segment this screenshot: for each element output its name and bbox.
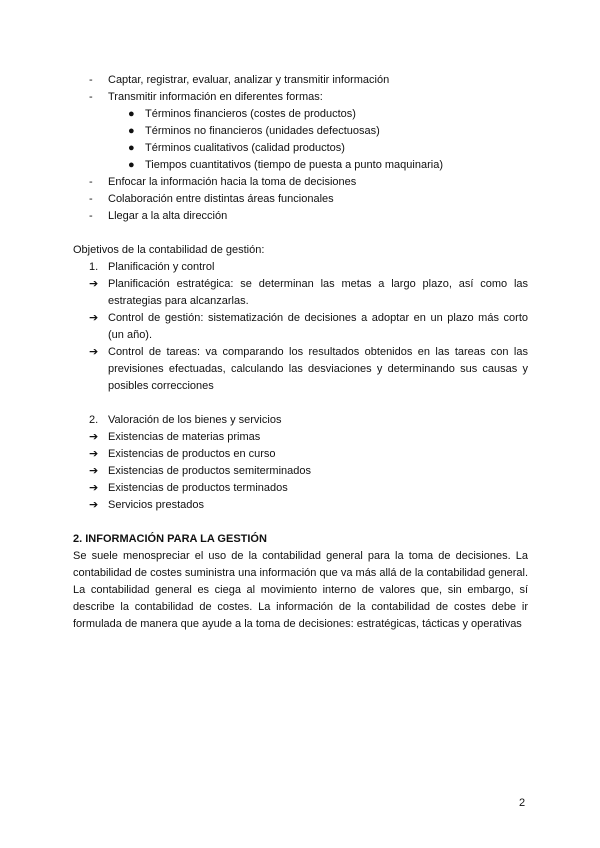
body-paragraph: Se suele menospreciar el uso de la contabilidad general para la toma de decisiones. La contabilidad de costes suministra una información que va más allá de la contabilidad general. La contabilidad general es ciega al movimiento interno de valores que, sin embargo, sí describe la contabilidad de costes. La información de la contabilidad de costes debe ir formulada de manera que ayude a la toma de decisiones: estratégicas, tácticas y operativas xyxy=(73,550,528,630)
arrow-item-text: Existencias de productos terminados xyxy=(108,482,288,494)
sub-list-item-text: Términos cualitativos (calidad productos) xyxy=(145,142,345,154)
arrow-icon: ➔ xyxy=(89,431,99,443)
arrow-item-text: Existencias de productos semiterminados xyxy=(108,465,311,477)
arrow-icon: ➔ xyxy=(89,482,99,494)
dash-marker: - xyxy=(89,193,93,205)
arrow-item-text: Servicios prestados xyxy=(108,499,204,511)
arrow-icon: ➔ xyxy=(89,448,99,460)
sub-list-item-text: Términos no financieros (unidades defectuosas) xyxy=(145,125,380,137)
arrow-icon: ➔ xyxy=(89,346,99,358)
objectives-title: Objetivos de la contabilidad de gestión: xyxy=(73,244,265,256)
list-item-text: Transmitir información en diferentes formas: xyxy=(108,91,323,103)
dash-marker: - xyxy=(89,91,93,103)
arrow-icon: ➔ xyxy=(89,278,99,290)
numbered-item-title: Valoración de los bienes y servicios xyxy=(108,414,282,426)
arrow-icon: ➔ xyxy=(89,499,99,511)
page-number: 2 xyxy=(519,797,526,809)
bullet-icon: ● xyxy=(128,159,135,171)
list-item-text: Colaboración entre distintas áreas funcionales xyxy=(108,193,334,205)
item-number: 2. xyxy=(89,414,99,426)
list-item-text: Llegar a la alta dirección xyxy=(108,210,228,222)
numbered-item-title: Planificación y control xyxy=(108,261,215,273)
arrow-icon: ➔ xyxy=(89,465,99,477)
arrow-item-text: Control de tareas: va comparando los resultados obtenidos en las tareas con las previsiones efectuadas, calculando las desviaciones y determinando sus causas y posibles correcciones xyxy=(108,346,528,392)
arrow-item-text: Control de gestión: sistematización de decisiones a adoptar en un plazo más corto (un año). xyxy=(108,312,528,341)
sub-list-item-text: Términos financieros (costes de productos) xyxy=(145,108,356,120)
arrow-item-text: Existencias de productos en curso xyxy=(108,448,276,460)
arrow-item-text: Existencias de materias primas xyxy=(108,431,261,443)
dash-marker: - xyxy=(89,210,93,222)
bullet-icon: ● xyxy=(128,108,135,120)
sub-list-item-text: Tiempos cuantitativos (tiempo de puesta a punto maquinaria) xyxy=(145,159,443,171)
bullet-icon: ● xyxy=(128,142,135,154)
bullet-icon: ● xyxy=(128,125,135,137)
list-item-text: Enfocar la información hacia la toma de decisiones xyxy=(108,176,357,188)
dash-marker: - xyxy=(89,176,93,188)
arrow-item-text: Planificación estratégica: se determinan las metas a largo plazo, así como las estrategias para alcanzarlas. xyxy=(108,278,528,307)
list-item-text: Captar, registrar, evaluar, analizar y transmitir información xyxy=(108,74,390,86)
item-number: 1. xyxy=(89,261,99,273)
arrow-icon: ➔ xyxy=(89,312,99,324)
dash-marker: - xyxy=(89,74,93,86)
section-heading: 2. INFORMACIÓN PARA LA GESTIÓN xyxy=(73,533,267,545)
